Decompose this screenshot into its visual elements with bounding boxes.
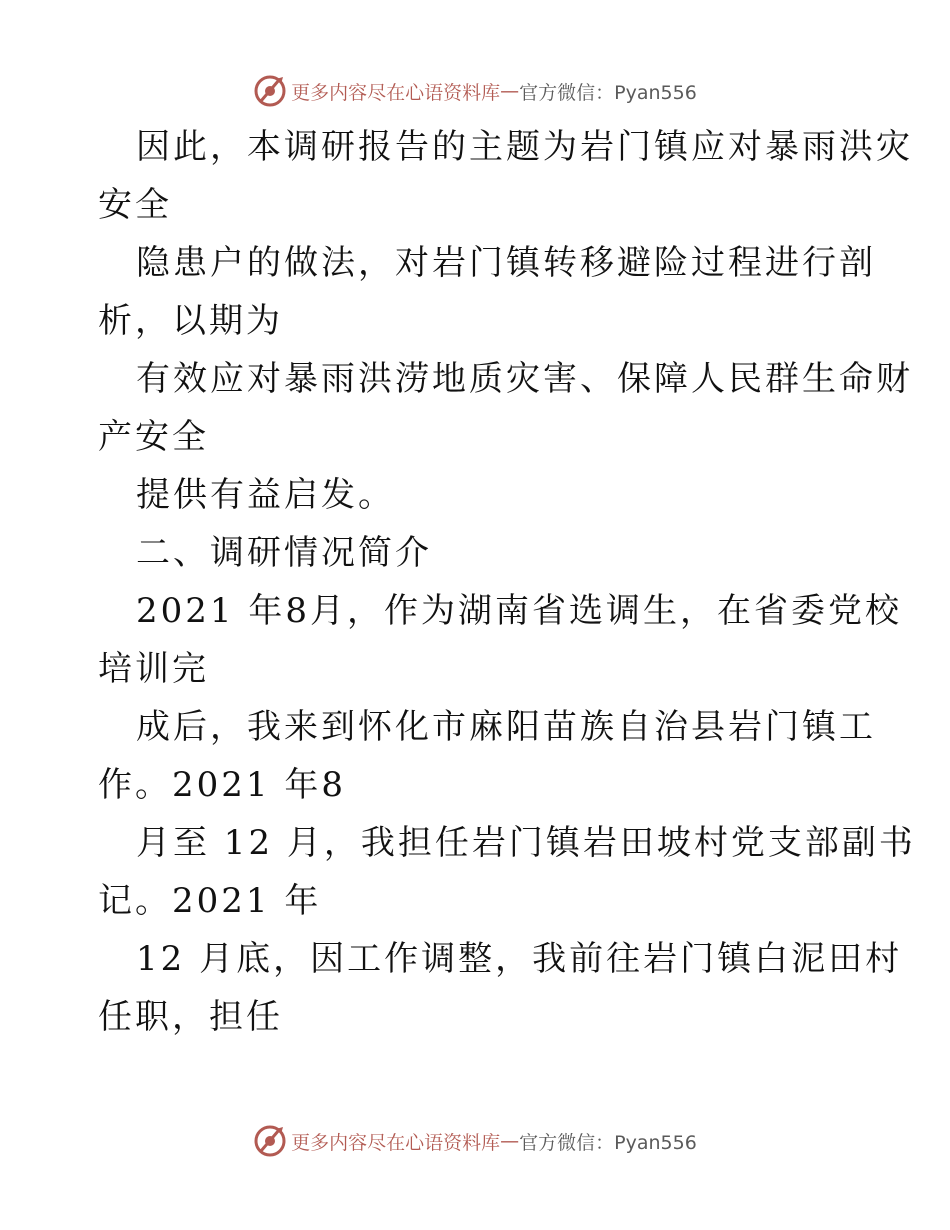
paragraph — [98, 930, 903, 1046]
text-line: 有效应对暴雨洪涝地质灾害、保障人民群生命财 — [136, 359, 913, 399]
text-line: 二、调研情况简介 — [136, 533, 432, 573]
text-line: 作。2021 年8 — [98, 765, 346, 805]
paragraph — [98, 350, 913, 466]
watermark-banner-top — [0, 71, 950, 111]
paragraph — [98, 234, 876, 350]
text-line: 因此，本调研报告的主题为岩门镇应对暴雨洪灾 — [136, 127, 913, 167]
banner-wechat: 官方微信：Pyan556 — [519, 81, 697, 104]
text-line: 任职，担任 — [98, 997, 283, 1037]
text-line: 12 月底，因工作调整，我前往岩门镇白泥田村 — [136, 939, 903, 979]
paragraph — [98, 118, 913, 234]
banner-dash: — — [500, 1130, 520, 1152]
text-line: 隐患户的做法，对岩门镇转移避险过程进行剖 — [136, 243, 876, 283]
text-line: 析，以期为 — [98, 301, 283, 341]
text-line: 提供有益启发。 — [136, 475, 395, 515]
brand-logo-icon — [253, 74, 287, 108]
section-heading — [98, 524, 858, 582]
banner-text: 更多内容尽在心语资料库 — [291, 1131, 501, 1154]
banner-text: 更多内容尽在心语资料库 — [291, 81, 501, 104]
paragraph — [98, 466, 858, 524]
banner-wechat: 官方微信：Pyan556 — [519, 1131, 697, 1154]
paragraph — [98, 698, 876, 814]
paragraph — [98, 582, 902, 698]
text-line: 培训完 — [98, 649, 209, 689]
text-line: 月至 12 月，我担任岩门镇岩田坡村党支部副书 — [136, 823, 916, 863]
text-line: 成后，我来到怀化市麻阳苗族自治县岩门镇工 — [136, 707, 876, 747]
text-line: 安全 — [98, 185, 172, 225]
text-line: 记。2021 年 — [98, 881, 322, 921]
text-line: 产安全 — [98, 417, 209, 457]
brand-logo-icon — [253, 1124, 287, 1158]
banner-dash: — — [500, 80, 520, 102]
watermark-banner-bottom — [0, 1121, 950, 1161]
text-line: 2021 年8月，作为湖南省选调生，在省委党校 — [136, 591, 902, 631]
document-body — [98, 118, 916, 1046]
paragraph — [98, 814, 916, 930]
